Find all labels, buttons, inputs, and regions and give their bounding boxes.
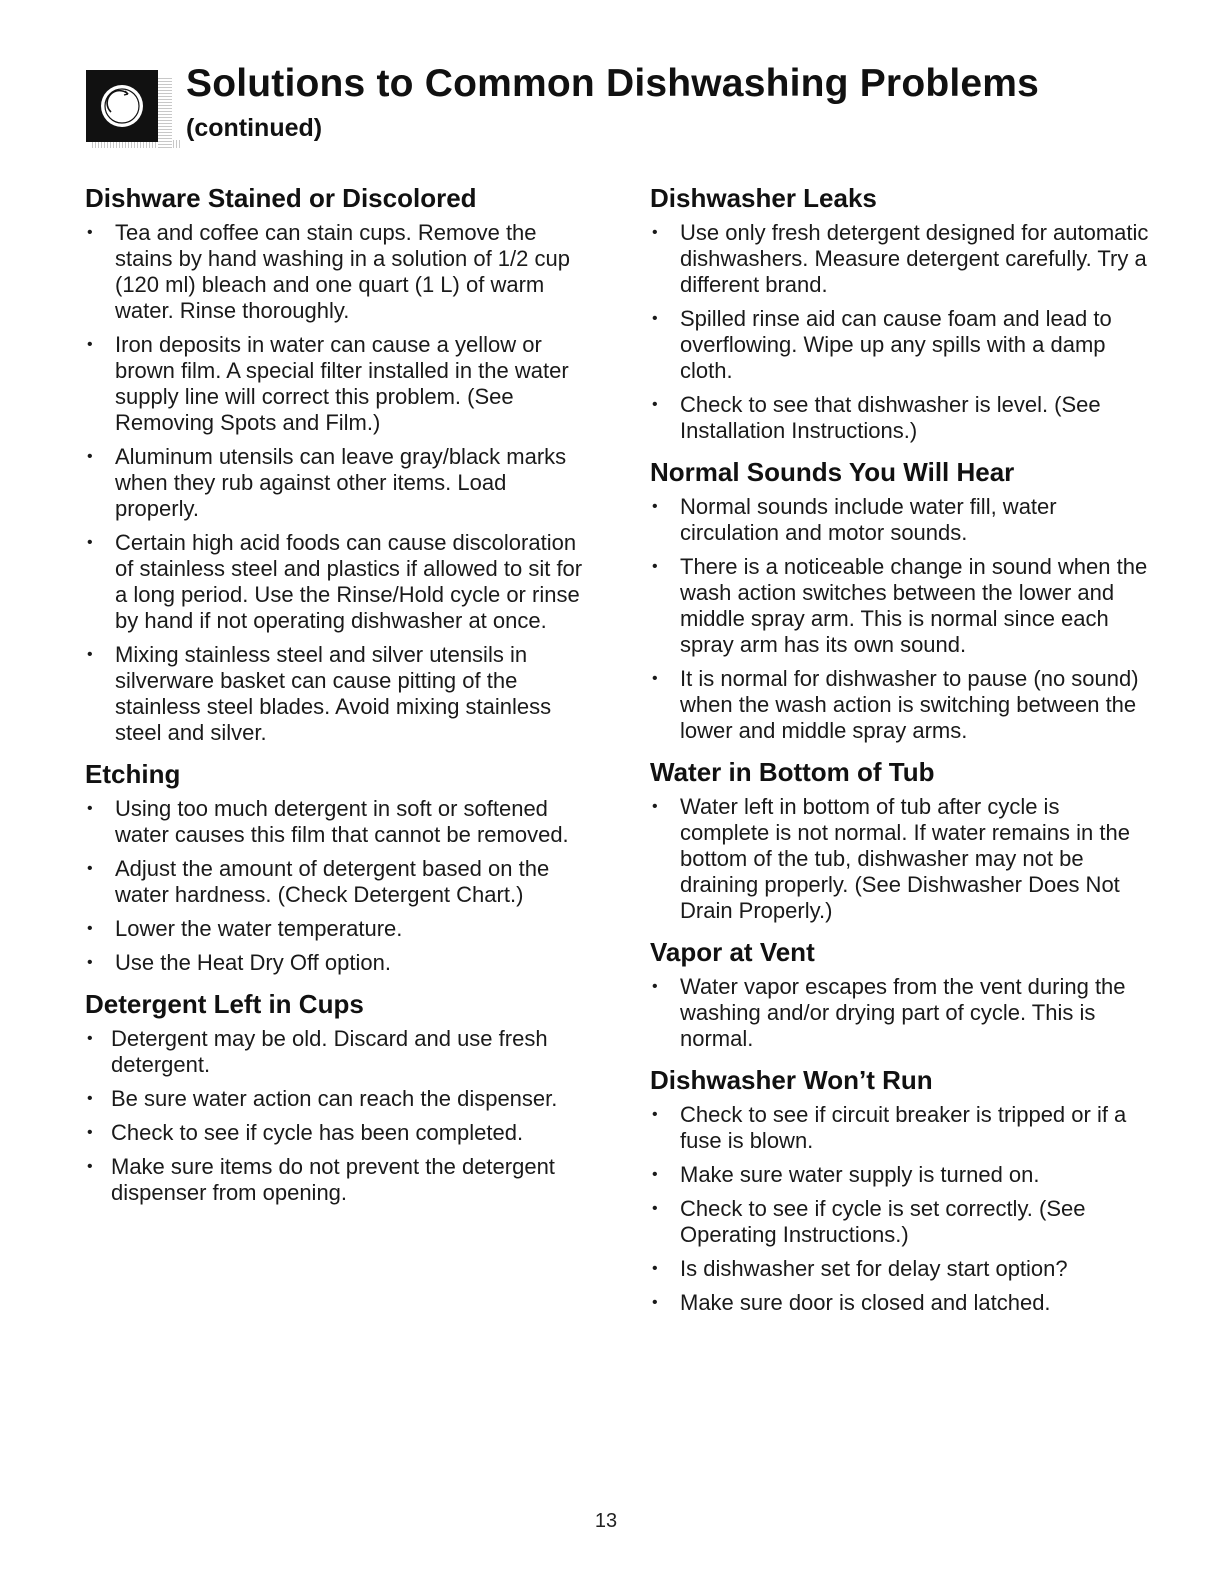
page-subtitle: (continued)	[186, 114, 323, 142]
bullet-list	[650, 220, 1150, 444]
list-item: • Is dishwasher set for delay start option?	[650, 1256, 1150, 1282]
section-wont-run	[650, 1064, 1150, 1316]
section-heading: Normal Sounds You Will Hear	[650, 457, 1015, 487]
list-item: • Normal sounds include water fill, water circulation and motor sounds.	[650, 494, 1150, 546]
section-detergent-left	[85, 988, 585, 1206]
dishwasher-cycle-icon	[86, 70, 158, 142]
bullet-list	[85, 1026, 585, 1206]
section-heading: Detergent Left in Cups	[85, 989, 364, 1019]
section-normal-sounds	[650, 456, 1150, 744]
list-item: • Be sure water action can reach the dispenser.	[85, 1086, 585, 1112]
section-heading: Dishware Stained or Discolored	[85, 183, 477, 213]
logo-shadow-side	[158, 76, 172, 148]
section-heading: Water in Bottom of Tub	[650, 757, 935, 787]
bullet-list	[85, 796, 585, 976]
left-column	[85, 182, 585, 1218]
bullet-list	[650, 1102, 1150, 1316]
list-item: • There is a noticeable change in sound when the wash action switches between the lower and middle spray arm. This is normal since each spray arm has its own sound.	[650, 554, 1150, 658]
section-water-in-tub	[650, 756, 1150, 924]
list-item: • Use only fresh detergent designed for automatic dishwashers. Measure detergent carefully. Try a different brand.	[650, 220, 1150, 298]
list-item: • It is normal for dishwasher to pause (no sound) when the wash action is switching between the lower and middle spray arms.	[650, 666, 1150, 744]
list-item: • Make sure items do not prevent the detergent dispenser from opening.	[85, 1154, 585, 1206]
list-item: • Check to see if cycle has been completed.	[85, 1120, 585, 1146]
list-item: • Lower the water temperature.	[85, 916, 585, 942]
bullet-list	[650, 974, 1150, 1052]
list-item: • Water left in bottom of tub after cycle is complete is not normal. If water remains in the bottom of the tub, dishwasher may not be draining properly. (See Dishwasher Does Not Drain Properly.)	[650, 794, 1150, 924]
list-item: • Water vapor escapes from the vent during the washing and/or drying part of cycle. This is normal.	[650, 974, 1150, 1052]
list-item: • Make sure door is closed and latched.	[650, 1290, 1150, 1316]
list-item: • Iron deposits in water can cause a yellow or brown film. A special filter installed in the water supply line will correct this problem. (See Removing Spots and Film.)	[85, 332, 585, 436]
list-item: • Check to see if circuit breaker is tripped or if a fuse is blown.	[650, 1102, 1150, 1154]
page-number: 13	[594, 1510, 618, 1532]
list-item: • Adjust the amount of detergent based on the water hardness. (Check Detergent Chart.)	[85, 856, 585, 908]
list-item: • Certain high acid foods can cause discoloration of stainless steel and plastics if allowed to sit for a long period. Use the Rinse/Hold cycle or rinse by hand if not operating dishwasher at once.	[85, 530, 585, 634]
list-item: • Check to see if cycle is set correctly. (See Operating Instructions.)	[650, 1196, 1150, 1248]
list-item: • Use the Heat Dry Off option.	[85, 950, 585, 976]
list-item: • Tea and coffee can stain cups. Remove the stains by hand washing in a solution of 1/2 cup (120 ml) bleach and one quart (1 L) of warm water. Rinse thoroughly.	[85, 220, 585, 324]
section-heading: Dishwasher Leaks	[650, 183, 877, 213]
bullet-list	[650, 494, 1150, 744]
page-header	[86, 62, 1136, 162]
section-dishware-stained	[85, 182, 585, 746]
bullet-list	[650, 794, 1150, 924]
list-item: • Using too much detergent in soft or softened water causes this film that cannot be removed.	[85, 796, 585, 848]
right-column	[650, 182, 1150, 1328]
list-item: • Mixing stainless steel and silver utensils in silverware basket can cause pitting of the stainless steel blades. Avoid mixing stainless steel and silver.	[85, 642, 585, 746]
section-dishwasher-leaks	[650, 182, 1150, 444]
list-item: • Check to see that dishwasher is level. (See Installation Instructions.)	[650, 392, 1150, 444]
section-etching	[85, 758, 585, 976]
section-vapor-at-vent	[650, 936, 1150, 1052]
section-heading: Dishwasher Won’t Run	[650, 1065, 933, 1095]
list-item: • Make sure water supply is turned on.	[650, 1162, 1150, 1188]
list-item: • Aluminum utensils can leave gray/black marks when they rub against other items. Load properly.	[85, 444, 585, 522]
page-title: Solutions to Common Dishwashing Problems	[186, 62, 1040, 105]
bullet-list	[85, 220, 585, 746]
list-item: • Detergent may be old. Discard and use fresh detergent.	[85, 1026, 585, 1078]
list-item: • Spilled rinse aid can cause foam and lead to overflowing. Wipe up any spills with a damp cloth.	[650, 306, 1150, 384]
section-heading: Etching	[85, 759, 181, 789]
section-heading: Vapor at Vent	[650, 937, 815, 967]
